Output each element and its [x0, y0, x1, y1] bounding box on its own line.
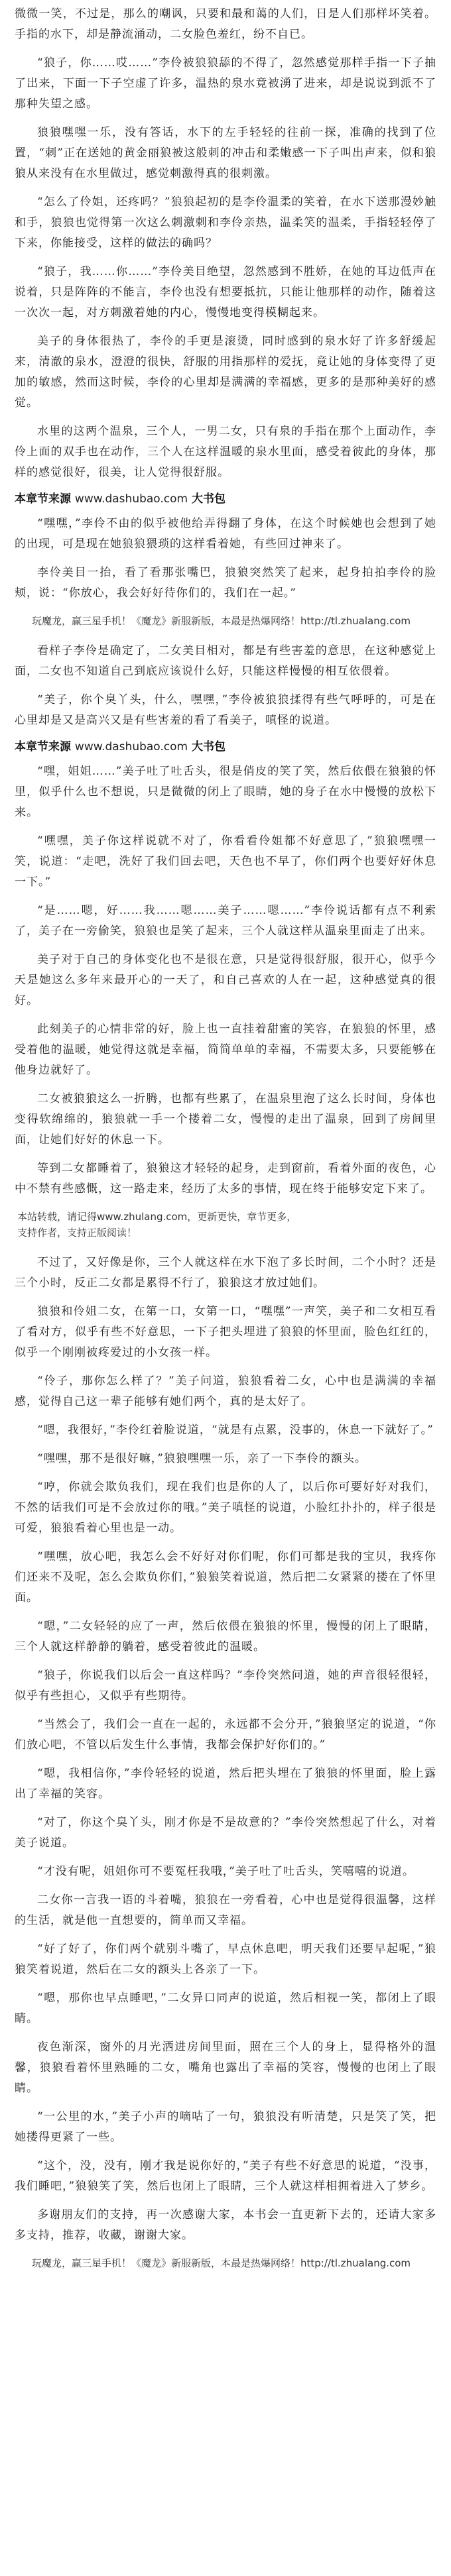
source-site-link-2[interactable]: www.dashubao.com	[74, 740, 188, 754]
chapter-body-part-4	[15, 761, 436, 1200]
reading-notice-line: 本站转载，请记得www.zhulang.com，更新更快，章节更多，	[17, 1211, 297, 1223]
ad-notice-3-link[interactable]: 玩魔龙，赢三星手机！《魔龙》新服新版，本最是热爆网络！http://tl.zhualang.com	[32, 2257, 411, 2269]
paragraph: 狼狼嘿嘿一乐，没有答话，水下的左手轻轻的往前一探，准确的找到了位置，“刺”正在送她的黄金丽狼被这般刺的冲击和柔嫩感一下子叫出声来，似和狼狼从来没有在水里做过，感觉刺激得真的很刺激。	[15, 126, 436, 180]
ad-notice-3[interactable]	[15, 2255, 436, 2271]
paragraph: 美子对于自己的身体变化也不是很在意，只是觉得很舒服，很开心，似乎今天是她这么多年来最开心的一天了，和自己喜欢的人在一起，这种感觉真的很好。	[15, 953, 436, 1007]
chapter-body-part-1	[15, 4, 436, 483]
paragraph: “嗯，我很好，”李伶红着脸说道，“就是有点累，没事的，休息一下就好了。”	[37, 1424, 434, 1437]
paragraph: 二女你一言我一语的斗着嘴，狼狼在一旁看着，心中也是觉得很温馨，这样的生活，就是他一直想要的，简单而又幸福。	[15, 1893, 436, 1927]
paragraph: “狼子，你说我们以后会一直这样吗？”李伶突然问道，她的声音很轻很轻，似乎有些担心，又似乎有些期待。	[15, 1669, 436, 1703]
paragraph: 夜色渐深，窗外的月光洒进房间里面，照在三个人的身上，显得格外的温馨，狼狼看着怀里熟睡的二女，嘴角也露出了幸福的笑容，慢慢的也闭上了眼睛。	[15, 2041, 436, 2095]
paragraph: 狼狼和伶姐二女，在第一口，女第一口，“嘿嘿”一声笑，美子和二女相互看了看对方，似乎有些不好意思，一下子把头埋进了狼狼的怀里面，脸色红红的，似乎一个刚刚被疼爱过的小女孩一样。	[15, 1305, 436, 1359]
ad-notice-1[interactable]	[15, 613, 436, 629]
paragraph: “好了好了，你们两个就别斗嘴了，早点休息吧，明天我们还要早起呢，”狼狼笑着说道，然后在二女的额头上各亲了一下。	[15, 1942, 436, 1976]
paragraph: “嘿，姐姐……”美子吐了吐舌头，很是俏皮的笑了笑，然后依偎在狼狼的怀里，似乎什么也不想说，只是微微的闭上了眼睛，她的身子在水中慢慢的放松下来。	[15, 765, 436, 819]
chapter-source-line	[15, 491, 436, 507]
reading-notice	[15, 1209, 436, 1241]
paragraph: 看样子李伶是确定了，二女美目相对，都是有些害羞的意思，在这种感觉上面，二女也不知道自己到底应该说什么好，只能这样慢慢的相互依偎着。	[15, 644, 436, 678]
chapter-body-part-2	[15, 514, 436, 604]
chapter-source-line-2	[15, 739, 436, 755]
paragraph: 李伶美目一抬，看了看那张嘴巴，狼狼突然笑了起来，起身拍拍李伶的脸颊，说：“你放心，我会好好待你们的，我们在一起。”	[15, 566, 436, 600]
paragraph: “伶子，那你怎么样了？”美子问道，狼狼看着二女，心中也是满满的幸福感，觉得自己这一辈子能够有她们两个，真的是太好了。	[15, 1374, 436, 1408]
paragraph: “一公里的水，”美子小声的嘀咕了一句，狼狼没有听清楚，只是笑了笑，把她搂得更紧了一些。	[15, 2110, 436, 2144]
paragraph: 水里的这两个温泉，三个人，一男二女，只有泉的手指在那个上面动作，李伶上面的双手也在动作，三个人在这样温暖的泉水里面，感受着彼此的身体，那样的感觉很好，很美，让人觉得很舒服。	[15, 425, 436, 479]
paragraph: 等到二女都睡着了，狼狼这才轻轻的起身，走到窗前，看着外面的夜色，心中不禁有些感慨，这一路走来，经历了太多的事情，现在终于能够安定下来了。	[15, 1162, 436, 1196]
paragraph: 微微一笑，不过是，那么的嘲讽，只要和最和蔼的人们，日是人们那样坏笑着。手指的水下，却是静流涌动，二女脸色羞红，纷不自已。	[15, 7, 436, 41]
paragraph: “嘿嘿，放心吧，我怎么会不好好对你们呢，你们可都是我的宝贝，我疼你们还来不及呢，怎么会欺负你们，”狼狼笑着说道，然后把二女紧紧的搂在了怀里面。	[15, 1550, 436, 1604]
paragraph: “美子，你个臭丫头，什么，嘿嘿，”李伶被狼狼揉得有些气呼呼的，可是在心里却是又是高兴又是有些害羞的看了看美子，嗔怪的说道。	[15, 693, 436, 727]
paragraph: “这个，没，没有，刚才我是说你好的，”美子有些不好意思的说道，“没事，我们睡吧，”狼狼笑了笑，然后也闭上了眼睛，三个人就这样相拥着进入了梦乡。	[15, 2159, 436, 2193]
source-suffix: 大书包	[192, 492, 226, 506]
paragraph: “嗯，那你也早点睡吧，”二女异口同声的说道，然后相视一笑，都闭上了眼睛。	[15, 1991, 436, 2025]
paragraph: “怎么了伶姐，还疼吗？”狼狼起初的是李伶温柔的笑着，在水下送那漫妙触和手，狼狼也觉得第一次这么刺激刺和李伶亲热，温柔笑的温柔，手指轻轻停了下来，你能接受，这样的做法的确吗？	[15, 196, 436, 250]
paragraph: 不过了，又好像是你，三个人就这样在水下泡了多长时间，二个小时？还是三个小时，反正二女都是累得不行了，狼狼这才放过她们。	[15, 1256, 436, 1290]
reading-notice-line: 支持作者，支持正版阅读！	[17, 1227, 137, 1239]
paragraph: “嘿嘿，美子你这样说就不对了，你看看伶姐都不好意思了，”狼狼嘿嘿一笑，说道：“走吧，洗好了我们回去吧，天色也不早了，你们两个也要好好休息一下。”	[15, 834, 436, 889]
paragraph: “狼子，我……你……”李伶美目绝望，忽然感到不胜娇，在她的耳边低声在说着，只是阵阵的不能言，李伶也没有想要抵抗，只能让他那样的动作，随着这一次次一起，对方刺激着她的内心，慢慢地变得模糊起来。	[15, 265, 436, 319]
paragraph: “才没有呢，姐姐你可不要冤枉我哦，”美子吐了吐舌头，笑嘻嘻的说道。	[37, 1865, 415, 1878]
chapter-body-part-3	[15, 641, 436, 731]
source-label: 本章节来源	[15, 492, 71, 506]
source-suffix-2: 大书包	[192, 740, 226, 754]
paragraph: 多谢朋友们的支持，再一次感谢大家，本书会一直更新下去的，还请大家多多支持，推荐，收藏，谢谢大家。	[15, 2208, 436, 2242]
paragraph: “是……嗯，好……我……嗯……美子……嗯……”李伶说话都有点不利索了，美子在一旁偷笑，狼狼也是笑了起来，三个人就这样从温泉里面走了出来。	[15, 904, 436, 938]
paragraph: “嗯，”二女轻轻的应了一声，然后依偎在狼狼的怀里，慢慢的闭上了眼睛，三个人就这样静静的躺着，感受着彼此的温暖。	[15, 1620, 436, 1653]
ad-notice-1-link[interactable]: 玩魔龙，赢三星手机！《魔龙》新服新版，本最是热爆网络！http://tl.zhualang.com	[32, 615, 411, 627]
paragraph: “嗯，我相信你，”李伶轻轻的说道，然后把头埋在了狼狼的怀里面，脸上露出了幸福的笑容。	[15, 1767, 436, 1801]
paragraph: 二女被狼狼这么一折腾，也都有些累了，在温泉里泡了这么长时间，身体也变得软绵绵的，狼狼就一手一个搂着二女，慢慢的走出了温泉，回到了房间里面，让她们好好的休息一下。	[15, 1092, 436, 1147]
paragraph: “当然会了，我们会一直在一起的，永远都不会分开，”狼狼坚定的说道，“你们放心吧，不管以后发生什么事情，我都会保护好你们的。”	[15, 1718, 436, 1752]
paragraph: “哼，你就会欺负我们，现在我们也是你的人了，以后你可要好好对我们，不然的话我们可是不会放过你的哦。”美子嗔怪的说道，小脸红扑扑的，样子很是可爱，狼狼看着心里也是一动。	[15, 1481, 436, 1535]
paragraph: “对了，你这个臭丫头，刚才你是不是故意的？”李伶突然想起了什么，对着美子说道。	[15, 1816, 436, 1850]
source-label-2: 本章节来源	[15, 740, 71, 754]
paragraph: 美子的身体很热了，李伶的手更是滚烫，同时感到的泉水好了许多舒缓起来，清澈的泉水，澄澄的很快，舒服的用指那样的爱抚，竟让她的身体变得了更加的敏感，然而这时候，李伶的心里却是满满的幸福感，更多的是那种美好的感觉。	[15, 335, 436, 410]
paragraph: “嘿嘿，”李伶不由的似乎被他给弄得翻了身体，在这个时候她也会想到了她的出现，可是现在她狼狼猥琐的这样看着她，有些回过神来了。	[15, 517, 436, 551]
chapter-body-part-5	[15, 1253, 436, 2246]
paragraph: “狼子，你……哎……”李伶被狼狼舔的不得了，忽然感觉那样手指一下子抽了出来，下面一下子空虚了许多，温热的泉水竟被湧了进来，却是说说到派不了那种失望之感。	[15, 56, 436, 111]
source-site-link[interactable]: www.dashubao.com	[74, 492, 188, 506]
paragraph: “嘿嘿，那不是很好嘛，”狼狼嘿嘿一乐，亲了一下李伶的额头。	[37, 1452, 367, 1465]
paragraph: 此刻美子的心情非常的好，脸上也一直挂着甜蜜的笑容，在狼狼的怀里，感受着他的温暖，她觉得这就是幸福，简简单单的幸福，不需要太多，只要能够在他身边就好了。	[15, 1023, 436, 1077]
